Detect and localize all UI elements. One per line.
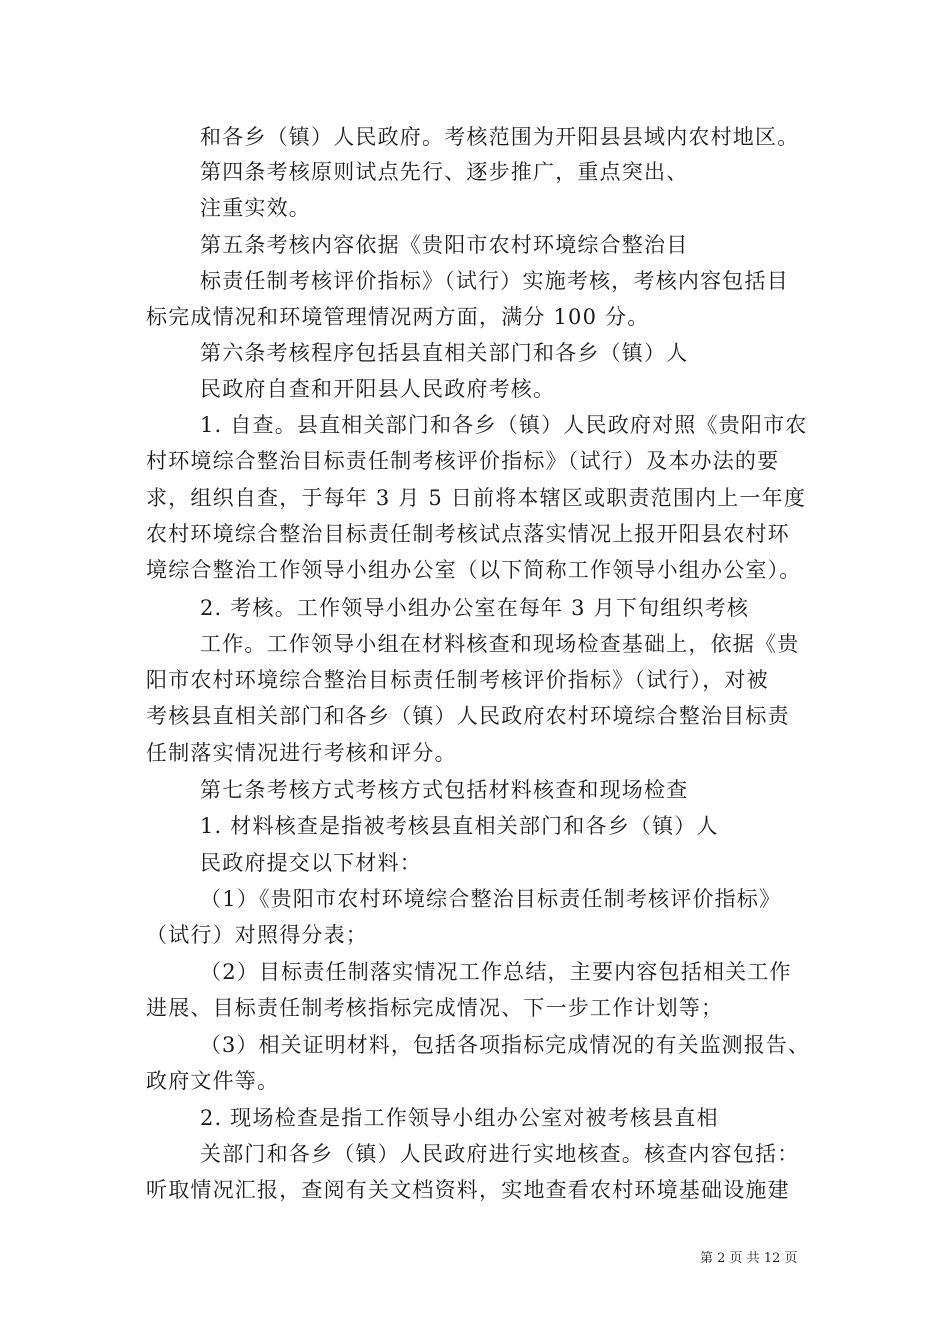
text-line: 标完成情况和环境管理情况两方面，满分 100 分。 bbox=[146, 305, 650, 329]
text-line: （1）《贵阳市农村环境综合整治目标责任制考核评价指标》 bbox=[200, 887, 782, 911]
text-line: （试行）对照得分表； bbox=[146, 923, 368, 947]
text-line: 标责任制考核评价指标》（试行）实施考核，考核内容包括目 bbox=[200, 269, 789, 293]
text-line: 第四条考核原则试点先行、逐步推广，重点突出、 bbox=[200, 160, 689, 184]
text-line: 求，组织自查，于每年 3 月 5 日前将本辖区或职责范围内上一年度 bbox=[146, 486, 807, 510]
page-number-footer: 第 2 页 共 12 页 bbox=[700, 1251, 798, 1266]
text-line: 民政府提交以下材料： bbox=[200, 851, 422, 875]
text-line: 1. 自查。县直相关部门和各乡（镇）人民政府对照《贵阳市农 bbox=[200, 413, 808, 437]
text-line: （3）相关证明材料，包括各项指标完成情况的有关监测报告、 bbox=[200, 1033, 810, 1057]
text-line: 第五条考核内容依据《贵阳市农村环境综合整治目 bbox=[200, 233, 689, 257]
text-line: 第七条考核方式考核方式包括材料核查和现场检查 bbox=[200, 778, 689, 802]
text-line: 2. 考核。工作领导小组办公室在每年 3 月下旬组织考核 bbox=[200, 596, 750, 620]
text-line: 第六条考核程序包括县直相关部门和各乡（镇）人 bbox=[200, 341, 689, 365]
text-line: 村环境综合整治目标责任制考核评价指标》（试行）及本办法的要 bbox=[146, 449, 780, 473]
text-line: 注重实效。 bbox=[200, 196, 311, 220]
text-line: 阳市农村环境综合整治目标责任制考核评价指标》（试行），对被 bbox=[146, 668, 769, 692]
text-line: 境综合整治工作领导小组办公室（以下简称工作领导小组办公室）。 bbox=[146, 558, 802, 582]
text-line: 关部门和各乡（镇）人民政府进行实地核查。核查内容包括： bbox=[200, 1142, 800, 1166]
text-line: 1. 材料核查是指被考核县直相关部门和各乡（镇）人 bbox=[200, 814, 719, 838]
text-line: 民政府自查和开阳县人民政府考核。 bbox=[200, 377, 556, 401]
text-line: 工作。工作领导小组在材料核查和现场检查基础上，依据《贵 bbox=[200, 632, 800, 656]
text-line: 政府文件等。 bbox=[146, 1069, 280, 1093]
text-line: 农村环境综合整治目标责任制考核试点落实情况上报开阳县农村环 bbox=[146, 522, 790, 546]
text-line: 考核县直相关部门和各乡（镇）人民政府农村环境综合整治目标责 bbox=[146, 704, 790, 728]
text-line: 任制落实情况进行考核和评分。 bbox=[146, 741, 457, 765]
text-line: 进展、目标责任制考核指标完成情况、下一步工作计划等； bbox=[146, 996, 724, 1020]
text-line: （2）目标责任制落实情况工作总结，主要内容包括相关工作 bbox=[200, 960, 792, 984]
text-line: 听取情况汇报，查阅有关文档资料，实地查看农村环境基础设施建 bbox=[146, 1178, 790, 1202]
text-line: 和各乡（镇）人民政府。考核范围为开阳县县域内农村地区。 bbox=[200, 125, 800, 149]
text-line: 2. 现场检查是指工作领导小组办公室对被考核县直相 bbox=[200, 1106, 719, 1130]
